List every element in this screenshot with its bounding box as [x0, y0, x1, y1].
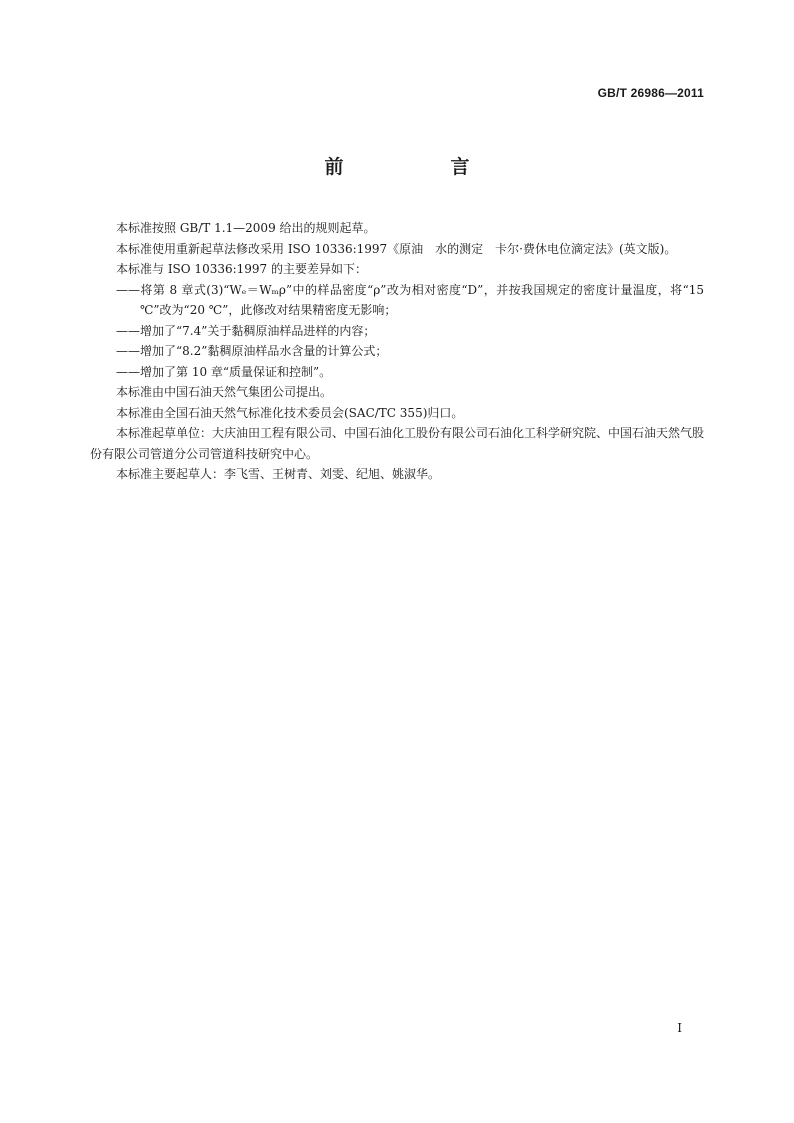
paragraph-drafting-units: 本标准起草单位：大庆油田工程有限公司、中国石油化工股份有限公司石油化工科学研究院、中国石油天然气股份有限公司管道分公司管道科技研究中心。	[90, 426, 705, 461]
difference-item: ——将第 8 章式(3)“Wₑ＝Wₘρ”中的样品密度“ρ”改为相对密度“D”，并按我国规定的密度计量温度，将“15 ℃”改为“20 ℃”，此修改对结果精密度无影响；	[116, 282, 704, 317]
difference-item: ——增加了“8.2”黏稠原油样品水含量的计算公式；	[116, 344, 388, 358]
foreword-body	[90, 218, 704, 485]
difference-item: ——增加了第 10 章“质量保证和控制”。	[116, 364, 332, 379]
paragraph-technical-committee: 本标准由全国石油天然气标准化技术委员会(SAC/TC 355)归口。	[116, 405, 464, 420]
difference-item: ——增加了“7.4”关于黏稠原油样品进样的内容；	[116, 323, 376, 338]
page-title: 前 言	[324, 156, 514, 178]
page-number: I	[677, 1021, 682, 1035]
paragraph-differences-intro: 本标准与 ISO 10336:1997 的主要差异如下：	[116, 262, 367, 276]
paragraph-adoption-method: 本标准使用重新起草法修改采用 ISO 10336:1997《原油 水的测定 卡尔·费休电位滴定法》(英文版)。	[116, 241, 677, 256]
paragraph-proposer: 本标准由中国石油天然气集团公司提出。	[116, 385, 333, 399]
paragraph-drafters: 本标准主要起草人：李飞雪、王树青、刘雯、纪旭、姚淑华。	[116, 467, 441, 481]
standard-code: GB/T 26986—2011	[597, 86, 704, 100]
paragraph-drafting-rules: 本标准按照 GB/T 1.1—2009 给出的规则起草。	[116, 221, 376, 235]
